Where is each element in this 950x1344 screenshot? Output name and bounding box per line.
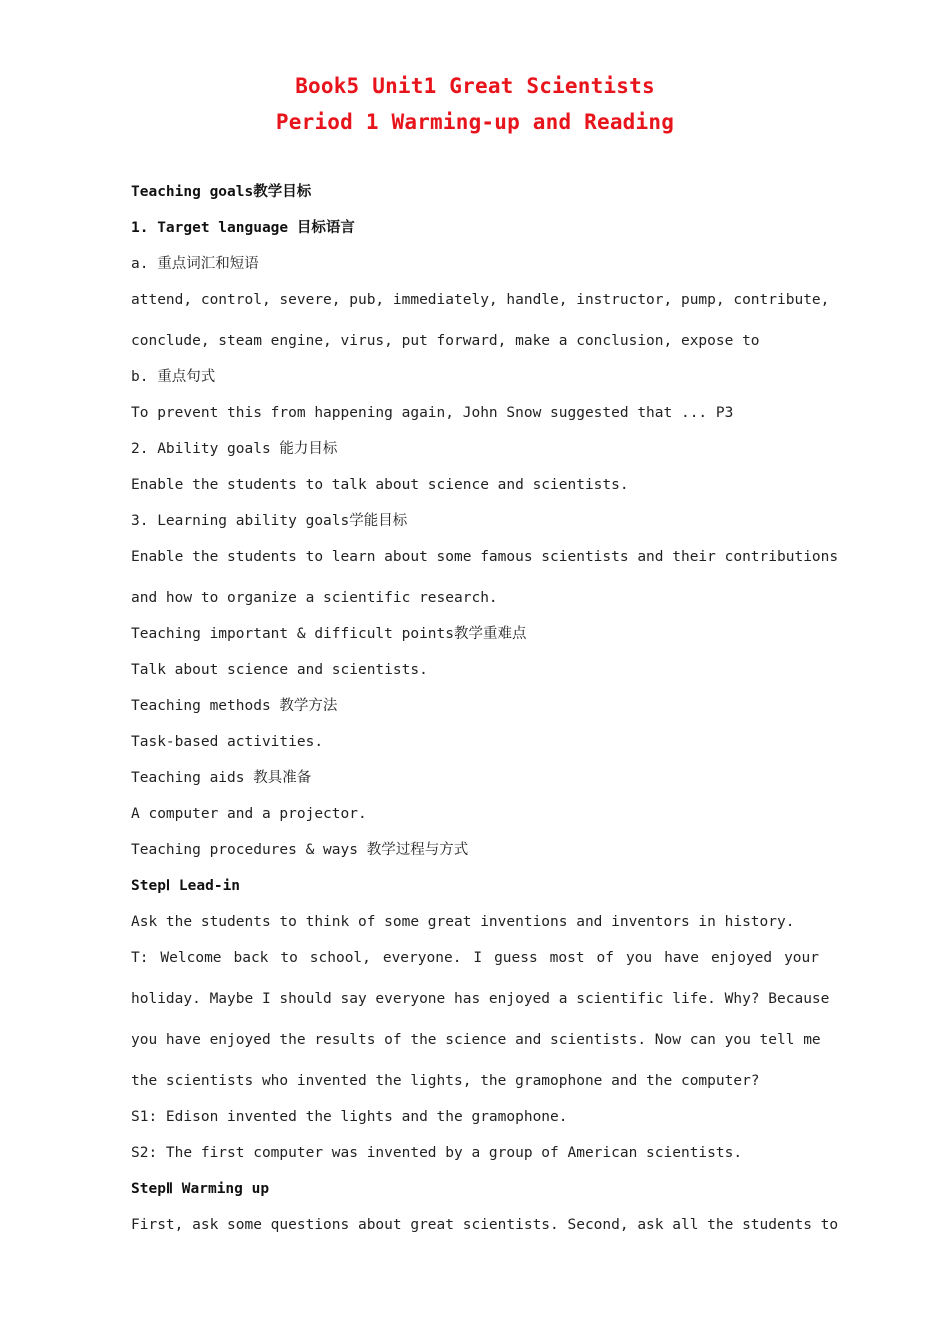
heading-teaching-aids: Teaching aids 教具准备 bbox=[131, 770, 312, 786]
warming-up-text: First, ask some questions about great scientists. Second, ask all the students to bbox=[131, 1217, 839, 1233]
heading-target-language: 1. Target language 目标语言 bbox=[131, 220, 355, 236]
teacher-dialogue-line-2: holiday. Maybe I should say everyone has enjoyed a scientific life. Why? Because bbox=[131, 991, 830, 1007]
subheading-key-sentences: b. 重点句式 bbox=[131, 369, 216, 385]
lead-in-instruction: Ask the students to think of some great inventions and inventors in history. bbox=[131, 914, 795, 930]
teacher-dialogue-line-3: you have enjoyed the results of the science and scientists. Now can you tell me bbox=[131, 1032, 821, 1048]
document-title: Book5 Unit1 Great Scientists bbox=[295, 74, 655, 98]
ability-goals-text: Enable the students to talk about science and scientists. bbox=[131, 477, 629, 493]
student-1-answer: S1: Edison invented the lights and the gramophone. bbox=[131, 1109, 568, 1125]
key-sentence: To prevent this from happening again, John Snow suggested that ... P3 bbox=[131, 405, 734, 421]
learning-ability-text-2: and how to organize a scientific research. bbox=[131, 590, 498, 606]
heading-teaching-goals: Teaching goals教学目标 bbox=[131, 184, 312, 200]
teacher-dialogue-line-1: T: Welcome back to school, everyone. I guess most of you have enjoyed your bbox=[131, 950, 819, 966]
teaching-methods-text: Task-based activities. bbox=[131, 734, 324, 750]
heading-step-2-warming-up: StepⅡ Warming up bbox=[131, 1181, 270, 1197]
heading-teaching-methods: Teaching methods 教学方法 bbox=[131, 698, 338, 714]
vocabulary-line-1: attend, control, severe, pub, immediately, handle, instructor, pump, contribute, bbox=[131, 292, 830, 308]
teacher-dialogue-line-4: the scientists who invented the lights, the gramophone and the computer? bbox=[131, 1073, 760, 1089]
heading-important-points: Teaching important & difficult points教学重难点 bbox=[131, 626, 527, 642]
heading-step-1-lead-in: StepⅠ Lead-in bbox=[131, 878, 241, 894]
learning-ability-text-1: Enable the students to learn about some famous scientists and their contributions bbox=[131, 549, 839, 565]
vocabulary-line-2: conclude, steam engine, virus, put forward, make a conclusion, expose to bbox=[131, 333, 760, 349]
teaching-aids-text: A computer and a projector. bbox=[131, 806, 367, 822]
student-2-answer: S2: The first computer was invented by a group of American scientists. bbox=[131, 1145, 743, 1161]
heading-ability-goals: 2. Ability goals 能力目标 bbox=[131, 441, 338, 457]
subheading-key-vocabulary: a. 重点词汇和短语 bbox=[131, 256, 259, 272]
heading-teaching-procedures: Teaching procedures & ways 教学过程与方式 bbox=[131, 842, 469, 858]
heading-learning-ability-goals: 3. Learning ability goals学能目标 bbox=[131, 513, 408, 529]
document-subtitle: Period 1 Warming-up and Reading bbox=[275, 110, 675, 134]
important-points-text: Talk about science and scientists. bbox=[131, 662, 428, 678]
